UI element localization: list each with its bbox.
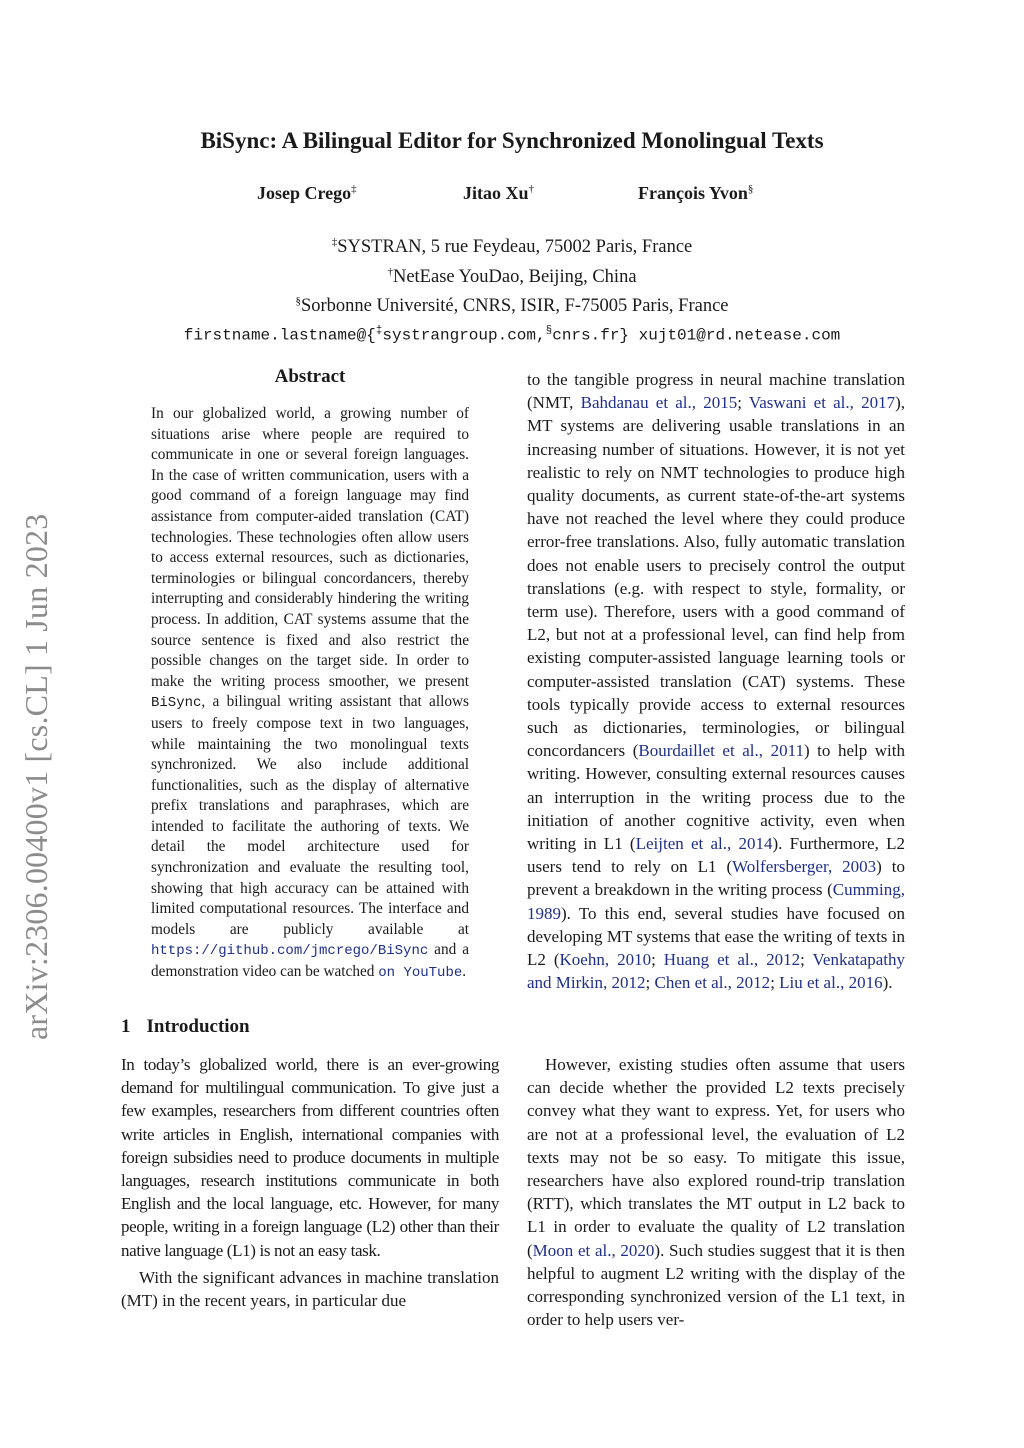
intro-right-column-lower [527, 1053, 905, 1331]
citation-link[interactable]: Cumming, 1989 [527, 880, 905, 923]
email-mark: ‡ [375, 324, 383, 337]
abstract-text: , a bilingual writing assistant that allows users to freely compose text in two languages, while maintaining the two monolingual texts synchronized. We also include additional functionalities, such as the display of alternative prefix translations and paraphrases, which are intended to facilitate the authoring of texts. We detail the model architecture used for synchronization and evaluate the resulting tool, showing that high accuracy can be attained with limited computational resources. The interface and models are publicly available at [151, 693, 469, 938]
citation-link[interactable]: Chen et al., 2012 [654, 973, 771, 993]
author-mark: † [528, 183, 535, 195]
author-2 [463, 183, 534, 204]
citation-link[interactable]: Bahdanau et al., 2015 [580, 393, 738, 413]
citation-link[interactable]: Venkatapathy and Mirkin, 2012 [527, 950, 906, 993]
paper-title: BiSync: A Bilingual Editor for Synchronized Monolingual Texts [200, 128, 824, 153]
affiliation-2 [0, 260, 1024, 290]
youtube-link[interactable]: on YouTube [378, 965, 463, 982]
intro-paragraph: With the significant advances in machine translation (MT) in the recent years, in particular due [121, 1267, 499, 1311]
affiliation-text: Sorbonne Université, CNRS, ISIR, F-75005 Paris, France [300, 296, 729, 317]
abstract-text: In our globalized world, a growing number of situations arise where people are required to communicate in one or several foreign languages. In the case of written communication, users with a good command of a foreign language may find assistance from computer-aided translation (CAT) technologies. These technologies often allow users to access external resources, such as dictionaries, terminologies or bilingual concordancers, thereby interrupting and considerably hindering the writing process. In addition, CAT systems assume that the source sentence is fixed and also restrict the possible changes on the target side. In order to make the writing process smoother, we present [151, 405, 469, 690]
affiliation-mark: ‡ [331, 236, 338, 248]
author-emails [0, 319, 1024, 348]
section-number: 1 [121, 1016, 131, 1037]
paragraph-text: ; [651, 950, 664, 970]
intro-right-column [527, 368, 905, 994]
citation-link[interactable]: Huang et al., 2012 [663, 950, 801, 970]
author-name: François Yvon [638, 183, 748, 203]
intro-left-column [121, 1053, 499, 1312]
author-mark: § [747, 183, 754, 195]
paragraph-text: to the tangible progress in neural machine translation (NMT, [527, 370, 905, 413]
citation-link[interactable]: Moon et al., 2020 [532, 1240, 655, 1260]
paragraph-text: ; [800, 950, 813, 970]
paragraph-text: ), MT systems are delivering usable translations in an increasing number of situations. However, it is not yet realistic to rely on NMT technologies to produce high quality documents, as current state-of-the-art systems have not reached the level where they could produce error-free translations. Also, fully automatic translation does not enable users to precisely control the output translations (e.g. with respect to style, formality, or term use). Therefore, users with a good command of L2, but not at a professional level, can find help from existing computer-assisted language learning tools or computer-assisted translation (CAT) systems. These tools typically provide access to external resources such as dictionaries, terminologies, or bilingual concordancers ( [527, 393, 906, 761]
arxiv-identifier: arXiv:2306.00400v1 [cs.CL] 1 Jun 2023 [18, 513, 54, 1040]
affiliation-1 [0, 230, 1024, 260]
citation-link[interactable]: Liu et al., 2016 [779, 973, 883, 993]
abstract-heading: Abstract [274, 366, 346, 387]
intro-paragraph [527, 368, 905, 994]
author-list [0, 183, 1024, 211]
paragraph-text: However, existing studies often assume that users can decide whether the provided L2 texts precisely convey what they want to express. Yet, for users who are not at a professional level, the evaluation of L2 texts may not be so easy. To mitigate this issue, researchers have also explored round-trip translation (RTT), which translates the MT output in L2 back to L1 in order to evaluate the quality of L2 translation ( [527, 1055, 905, 1260]
section-title: Introduction [146, 1016, 250, 1037]
abstract-text: and a demonstration video can be watched [151, 941, 469, 981]
citation-link[interactable]: Wolfersberger, 2003 [732, 857, 877, 877]
intro-paragraph [527, 1053, 905, 1331]
email-text: cnrs.fr} xujt01@rd.netease.com [552, 326, 841, 345]
affiliation-text: NetEase YouDao, Beijing, China [392, 266, 637, 287]
author-1 [257, 183, 357, 204]
citation-link[interactable]: Vaswani et al., 2017 [748, 393, 896, 413]
affiliation-3 [0, 289, 1024, 319]
citation-link[interactable]: Bourdaillet et al., 2011 [638, 741, 804, 761]
section-heading [121, 1016, 250, 1038]
abstract-body [151, 404, 469, 984]
affiliations [0, 230, 1024, 348]
affiliation-text: SYSTRAN, 5 rue Feydeau, 75002 Paris, France [337, 237, 693, 258]
email-mark: § [545, 324, 553, 337]
affiliation-mark: † [387, 265, 393, 278]
author-name: Jitao Xu [463, 183, 529, 203]
paragraph-text: ) to help with writing. However, consulting external resources causes an interruption in the writing process due to the initiation of another cognitive activity, even when writing in L1 ( [527, 741, 905, 854]
paragraph-text: ). [882, 973, 893, 993]
paragraph-text: ). Such studies suggest that it is then helpful to augment L2 writing with the display of the corresponding synchronized version of the L1 text, in order to help users ver- [527, 1240, 905, 1330]
author-name: Josep Crego [257, 183, 352, 203]
affiliation-mark: § [295, 295, 301, 308]
tool-name: BiSync [151, 695, 202, 712]
paragraph-text: ). To this end, several studies have focused on developing MT systems that ease the writing of texts in L2 ( [527, 903, 905, 970]
paragraph-text: ; [770, 973, 780, 993]
citation-link[interactable]: Leijten et al., 2014 [635, 834, 773, 854]
paragraph-text: ; [737, 393, 749, 413]
repository-link[interactable]: https://github.com/jmcrego/BiSync [151, 943, 429, 960]
abstract-text: . [462, 963, 467, 981]
email-text: systrangroup.com, [382, 326, 546, 345]
citation-link[interactable]: Koehn, 2010 [559, 950, 652, 970]
author-3 [638, 183, 753, 204]
paragraph-text: ) to prevent a breakdown in the writing process ( [527, 857, 905, 900]
email-text: firstname.lastname@{ [183, 326, 376, 345]
paragraph-text: ; [645, 973, 655, 993]
intro-paragraph: In today’s globalized world, there is an ever-growing demand for multilingual communication. To give just a few examples, researchers from different countries often write articles in English, international companies with foreign subsidies need to produce documents in multiple languages, research institutions communicate in both English and the local language, etc. However, for many people, writing in a foreign language (L2) other than their native language (L1) is not an easy task. [121, 1055, 499, 1260]
author-mark: ‡ [351, 183, 357, 195]
paragraph-text: ). Furthermore, L2 users tend to rely on L1 ( [527, 834, 905, 877]
